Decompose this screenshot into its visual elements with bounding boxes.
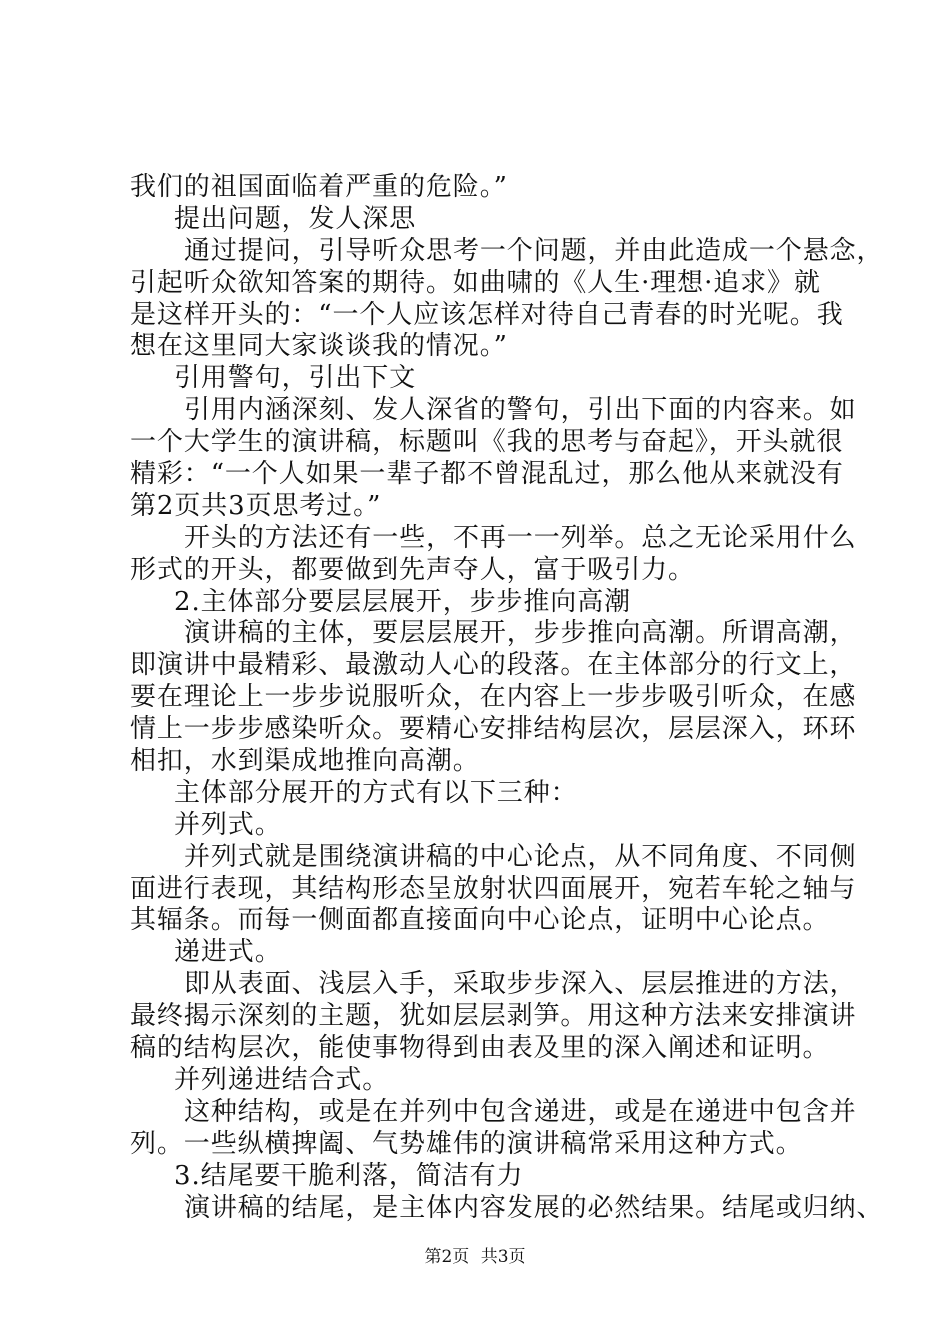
text-line: 一个大学生的演讲稿，标题叫《我的思考与奋起》，开头就很 xyxy=(130,427,844,458)
text-line: 并列式就是围绕演讲稿的中心论点，从不同角度、不同侧 xyxy=(184,841,857,872)
text-line: 列。一些纵横捭阖、气势雄伟的演讲稿常采用这种方式。 xyxy=(130,1128,803,1159)
text-line: 情上一步步感染听众。要精心安排结构层次，层层深入，环环 xyxy=(130,714,857,745)
text-line: 引用警句，引出下文 xyxy=(174,363,417,394)
page-footer xyxy=(0,1247,950,1267)
text-line: 并列式。 xyxy=(174,809,282,840)
text-line: 想在这里同大家谈谈我的情况。” xyxy=(130,331,508,362)
text-line: 面进行表现，其结构形态呈放射状四面展开，宛若车轮之轴与 xyxy=(130,873,857,904)
text-line: 递进式。 xyxy=(174,937,282,968)
text-line: 我们的祖国面临着严重的危险。” xyxy=(130,172,508,202)
text-line: 最终揭示深刻的主题，犹如层层剥笋。用这种方法来安排演讲 xyxy=(130,1001,857,1032)
document-body xyxy=(130,172,884,1224)
text-line: 提出问题，发人深思 xyxy=(174,203,417,234)
text-line: 要在理论上一步步说服听众，在内容上一步步吸引听众，在感 xyxy=(130,682,857,713)
text-line: 稿的结构层次，能使事物得到由表及里的深入阐述和证明。 xyxy=(130,1033,830,1064)
text-line: 主体部分展开的方式有以下三种： xyxy=(174,777,578,808)
text-line: 是这样开头的：“一个人应该怎样对待自己青春的时光呢。我 xyxy=(130,299,844,330)
text-line: 即演讲中最精彩、最激动人心的段落。在主体部分的行文上， xyxy=(130,650,857,681)
text-line: 其辐条。而每一侧面都直接面向中心论点，证明中心论点。 xyxy=(130,905,830,936)
page-number: 第2页 xyxy=(424,1247,470,1267)
text-line: 第2页共3页思考过。” xyxy=(130,490,382,521)
text-line: 即从表面、浅层入手，采取步步深入、层层推进的方法， xyxy=(184,969,857,1000)
text-line: 开头的方法还有一些，不再一一列举。总之无论采用什么 xyxy=(184,522,857,553)
text-line: 精彩：“一个人如果一辈子都不曾混乱过，那么他从来就没有 xyxy=(130,459,844,490)
text-line: 并列递进结合式。 xyxy=(174,1064,390,1095)
text-line: 演讲稿的主体，要层层展开，步步推向高潮。所谓高潮， xyxy=(184,618,857,649)
text-line: 引用内涵深刻、发人深省的警句，引出下面的内容来。如 xyxy=(184,395,857,426)
text-line: 演讲稿的结尾，是主体内容发展的必然结果。结尾或归纳、 xyxy=(184,1192,884,1223)
text-line: 2.主体部分要层层展开，步步推向高潮 xyxy=(174,586,632,617)
text-line: 3.结尾要干脆利落，简洁有力 xyxy=(174,1160,524,1191)
text-line: 这种结构，或是在并列中包含递进，或是在递进中包含并 xyxy=(184,1096,857,1127)
text-line: 通过提问，引导听众思考一个问题，并由此造成一个悬念， xyxy=(184,235,884,266)
text-line: 引起听众欲知答案的期待。如曲啸的《人生·理想·追求》就 xyxy=(130,267,821,298)
text-line: 相扣，水到渠成地推向高潮。 xyxy=(130,746,480,777)
page-total: 共3页 xyxy=(480,1247,526,1267)
text-line: 形式的开头，都要做到先声夺人，富于吸引力。 xyxy=(130,554,695,585)
